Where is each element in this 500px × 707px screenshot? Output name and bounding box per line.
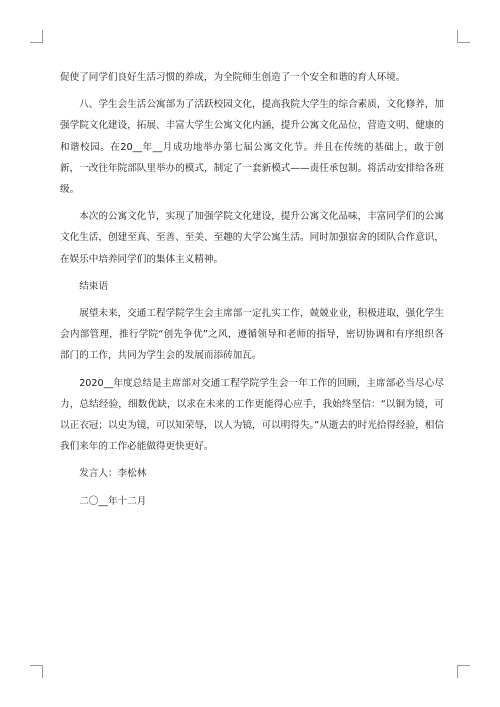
crop-mark-bottom-left bbox=[30, 665, 43, 678]
document-body bbox=[60, 67, 444, 518]
crop-mark-top-right bbox=[457, 30, 470, 43]
crop-mark-bottom-right bbox=[457, 665, 470, 678]
date-line: 二〇__年十二月 bbox=[79, 495, 147, 507]
speaker-line: 发言人：李松林 bbox=[79, 468, 147, 480]
crop-mark-top-left bbox=[30, 30, 43, 43]
paragraph-section-eight: 八、学生会生活公寓部为了活跃校园文化，提高我院大学生的综合素质，文化修养，加强学院文化建设，拓展、丰富大学生公寓文化内涵，提升公寓文化品位，营造文明、健康的和谐校园。在20__年__月成功地举办第七届公寓文化节。并且在传统的基础上，敢于创新，一改往年院部队里举办的模式，制定了一套新模式——责任承包制。将活动安排给各班级。 bbox=[60, 99, 444, 196]
paragraph-culture-festival: 本次的公寓文化节，实现了加强学院文化建设，提升公寓文化品味，丰富同学们的公寓文化生活，创建至真、至善、至美、至趣的大学公寓生活。同时加强宿舍的团队合作意识，在娱乐中培养同学们的集体主义精神。 bbox=[60, 211, 444, 265]
paragraph-outlook: 展望未来，交通工程学院学生会主席部一定扎实工作，兢兢业业，积极进取，强化学生会内部管理，推行学院“创先争优”之风，遵循领导和老师的指导，密切协调和有序组织各部门的工作，共同为学生会的发展而添砖加瓦。 bbox=[60, 308, 444, 362]
heading-conclusion: 结束语 bbox=[79, 280, 108, 292]
paragraph-continuation: 促使了同学们良好生活习惯的养成，为全院师生创造了一个安全和谐的育人环境。 bbox=[60, 72, 406, 83]
paragraph-annual-summary: 2020__年度总结是主席部对交通工程学院学生会一年工作的回顾，主席部必当尽心尽力，总结经验，细数优缺，以求在未来的工作更能得心应手，我始终坚信：“以铜为镜，可以正衣冠；以史为镜，可以知荣辱，以人为镜，可以明得失。”从逝去的时光拾得经验，相信我们来年的工作必能做得更快更好。 bbox=[60, 377, 444, 453]
